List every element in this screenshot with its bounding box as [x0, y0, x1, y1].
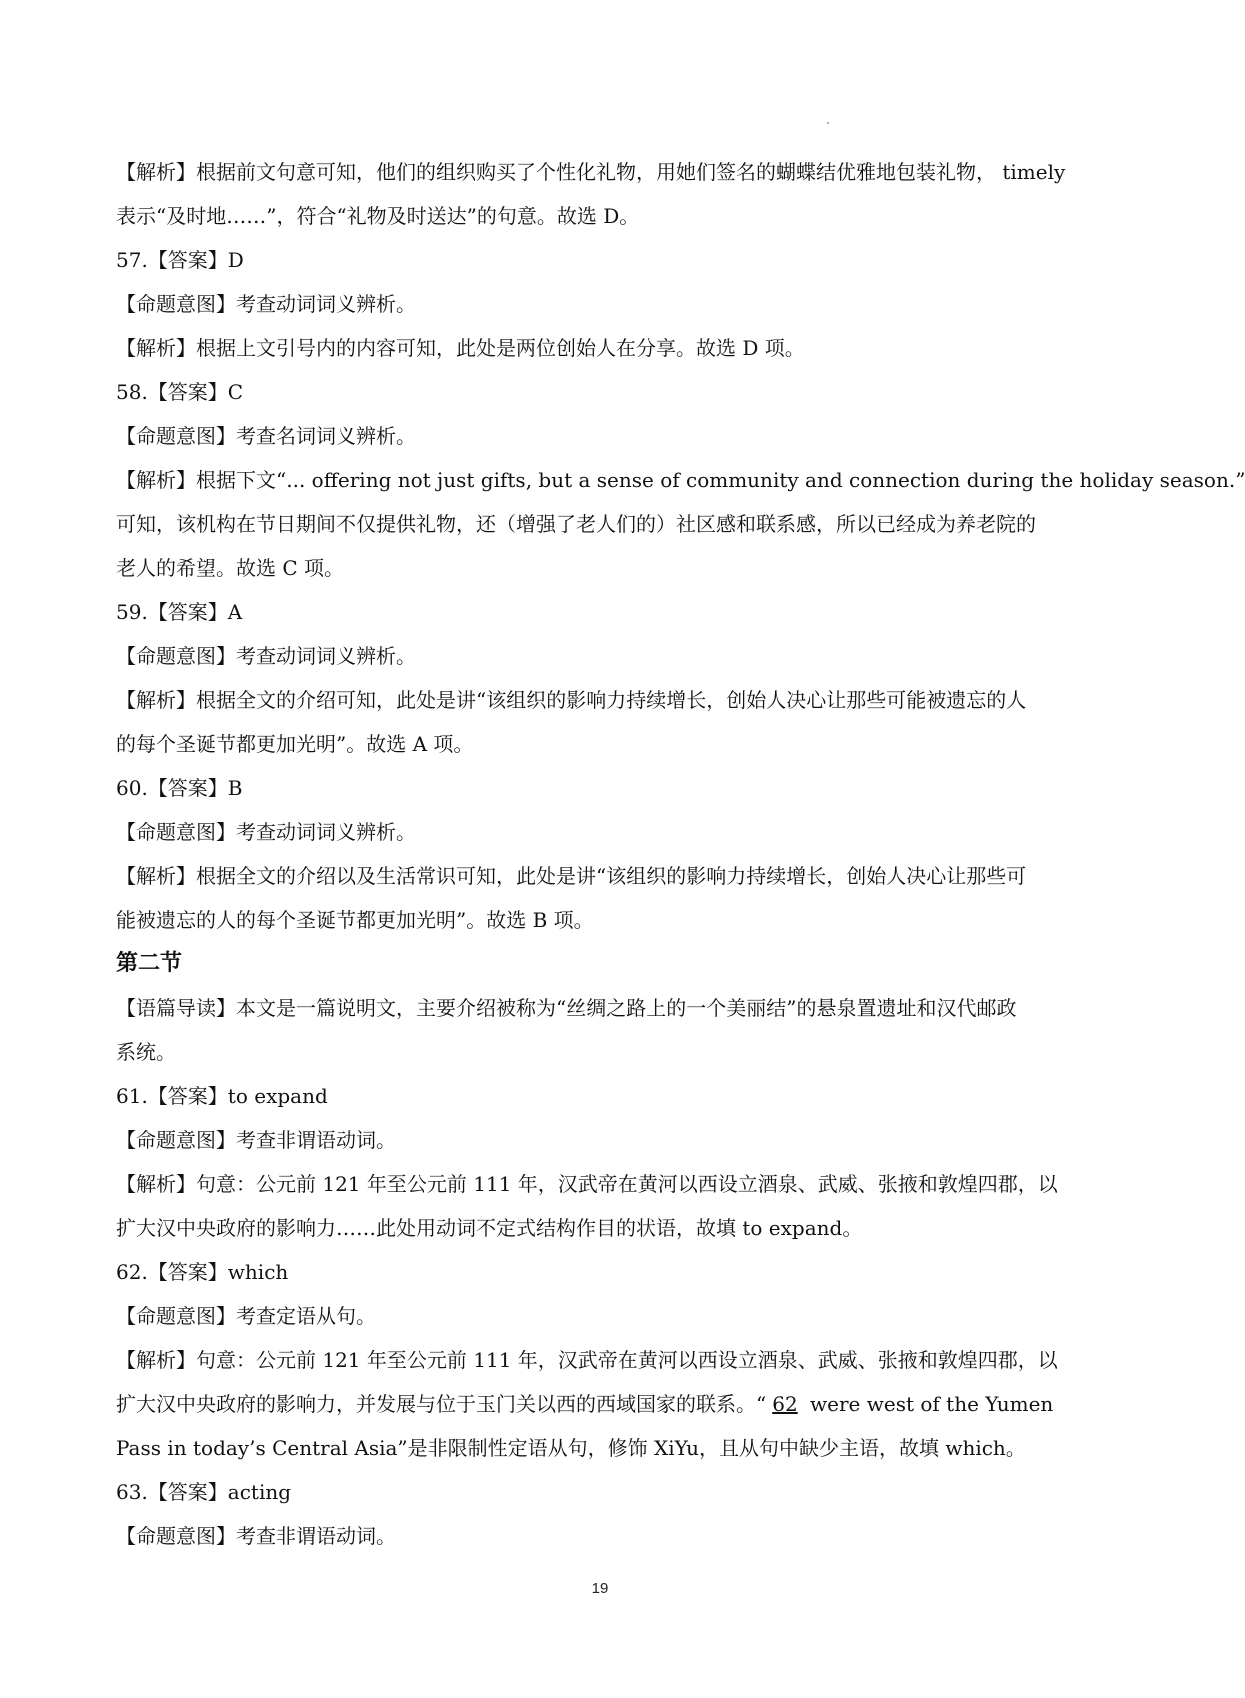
- answer-58: 58.【答案】C: [116, 380, 244, 404]
- text-after-blank: were west of the Yumen: [803, 1392, 1054, 1416]
- text-line: Pass in today’s Central Asia”是非限制性定语从句，修饰 XiYu，且从句中缺少主语，故填 which。: [116, 1436, 1026, 1460]
- intent-59: 【命题意图】考查动词词义辨析。: [116, 644, 416, 668]
- text-line: 扩大汉中央政府的影响力……此处用动词不定式结构作目的状语，故填 to expand。: [116, 1216, 863, 1240]
- page-number: 19: [591, 1580, 609, 1597]
- text-line: 系统。: [116, 1040, 176, 1064]
- text-line: 老人的希望。故选 C 项。: [116, 556, 345, 580]
- analysis-61: 【解析】句意：公元前 121 年至公元前 111 年，汉武帝在黄河以西设立酒泉、武威、张掖和敦煌四郡，以: [116, 1172, 1058, 1196]
- text-line: 【解析】根据前文句意可知，他们的组织购买了个性化礼物，用她们签名的蝴蝶结优雅地包装礼物， timely: [116, 160, 1066, 184]
- intent-58: 【命题意图】考查名词词义辨析。: [116, 424, 416, 448]
- intent-61: 【命题意图】考查非谓语动词。: [116, 1128, 396, 1152]
- analysis-59: 【解析】根据全文的介绍可知，此处是讲“该组织的影响力持续增长，创始人决心让那些可能被遗忘的人: [116, 688, 1027, 712]
- text-before-blank: 扩大汉中央政府的影响力，并发展与位于玉门关以西的西域国家的联系。“: [116, 1392, 767, 1416]
- text-line: 可知，该机构在节日期间不仅提供礼物，还（增强了老人们的）社区感和联系感，所以已经成为养老院的: [116, 512, 1036, 536]
- answer-59: 59.【答案】A: [116, 600, 243, 624]
- page-content: [116, 150, 1245, 1558]
- intent-60: 【命题意图】考查动词词义辨析。: [116, 820, 416, 844]
- intent-57: 【命题意图】考查动词词义辨析。: [116, 292, 416, 316]
- answer-60: 60.【答案】B: [116, 776, 243, 800]
- answer-57: 57.【答案】D: [116, 248, 244, 272]
- intent-63: 【命题意图】考查非谓语动词。: [116, 1524, 396, 1548]
- answer-63: 63.【答案】acting: [116, 1480, 292, 1504]
- analysis-62: 【解析】句意：公元前 121 年至公元前 111 年，汉武帝在黄河以西设立酒泉、武威、张掖和敦煌四郡，以: [116, 1348, 1058, 1372]
- answer-61: 61.【答案】to expand: [116, 1084, 328, 1108]
- passage-guide: 【语篇导读】本文是一篇说明文，主要介绍被称为“丝绸之路上的一个美丽结”的悬泉置遗址和汉代邮政: [116, 996, 1017, 1020]
- analysis-60: 【解析】根据全文的介绍以及生活常识可知，此处是讲“该组织的影响力持续增长，创始人决心让那些可: [116, 864, 1027, 888]
- answer-62: 62.【答案】which: [116, 1260, 289, 1284]
- analysis-58: 【解析】根据下文“... offering not just gifts, but a sense of community and connection during the holiday season.”: [116, 468, 1245, 492]
- text-line: 表示“及时地……”，符合“礼物及时送达”的句意。故选 D。: [116, 204, 640, 228]
- text-line-with-blank: [116, 1382, 1096, 1426]
- scan-speck: [827, 122, 829, 124]
- analysis-57: 【解析】根据上文引号内的内容可知，此处是两位创始人在分享。故选 D 项。: [116, 336, 805, 360]
- text-line: 能被遗忘的人的每个圣诞节都更加光明”。故选 B 项。: [116, 908, 594, 932]
- section-title: 第二节: [116, 951, 183, 976]
- intent-62: 【命题意图】考查定语从句。: [116, 1304, 376, 1328]
- blank-62: 62: [772, 1392, 798, 1416]
- text-line: 的每个圣诞节都更加光明”。故选 A 项。: [116, 732, 474, 756]
